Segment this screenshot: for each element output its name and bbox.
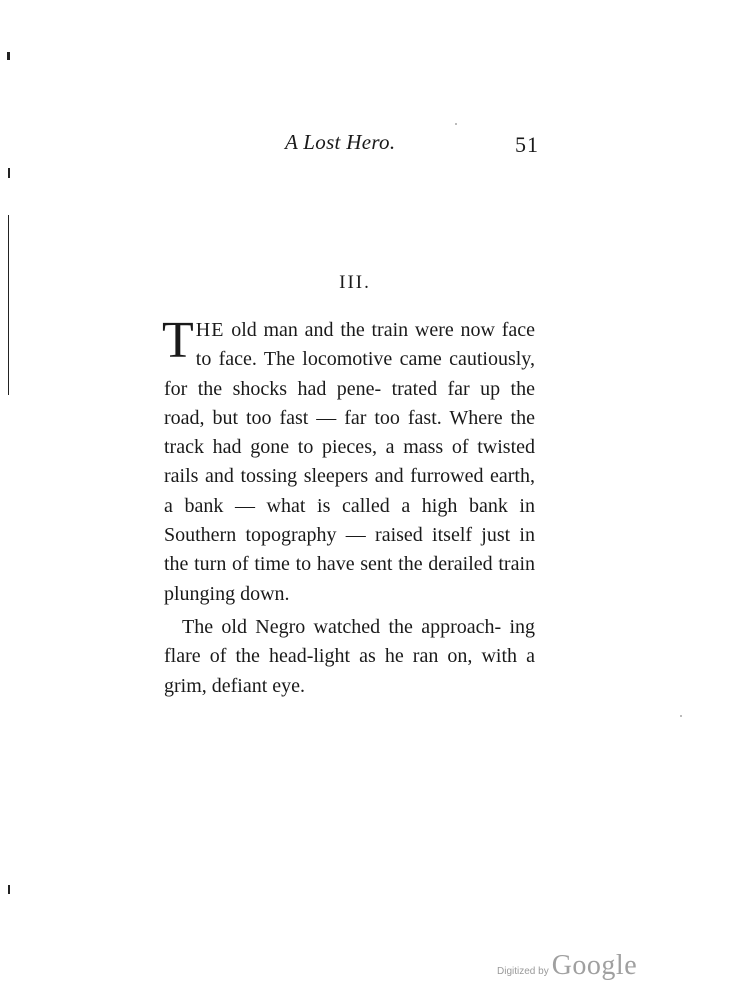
scan-edge-line <box>8 215 9 395</box>
paragraph-text: The old Negro watched the approach- ing flare of the head-light as he ran on, with a grim, defiant eye. <box>164 615 535 697</box>
running-title: A Lost Hero. <box>285 130 396 154</box>
drop-cap: T <box>162 312 194 369</box>
scan-mark <box>8 168 10 178</box>
google-logo: Google <box>551 950 638 981</box>
page-number: 51 <box>515 132 539 157</box>
paragraph <box>162 312 535 609</box>
chapter-heading: III. <box>339 272 371 293</box>
page-header <box>0 126 735 158</box>
digitized-by-label: Digitized by <box>497 966 549 977</box>
paragraph <box>164 613 535 701</box>
scan-mark <box>7 52 10 60</box>
scan-mark <box>8 885 10 894</box>
scan-speck <box>455 123 457 125</box>
small-caps-lead: HE <box>195 319 225 341</box>
digitized-by-google-watermark <box>497 950 637 982</box>
scan-speck <box>680 715 682 717</box>
paragraph-text: old man and the train were now face to face. The locomotive came cautiously, for the shocks had pene- trated far up the road, but too fast — far too fast. Where the track had gone to pieces, a mass of twisted rails and tossing sleepers and furrowed earth, a bank — what is called a high bank in Southern topography — raised itself just in the turn of time to have sent the derailed train plunging down. <box>164 319 535 605</box>
body-text <box>162 312 535 701</box>
